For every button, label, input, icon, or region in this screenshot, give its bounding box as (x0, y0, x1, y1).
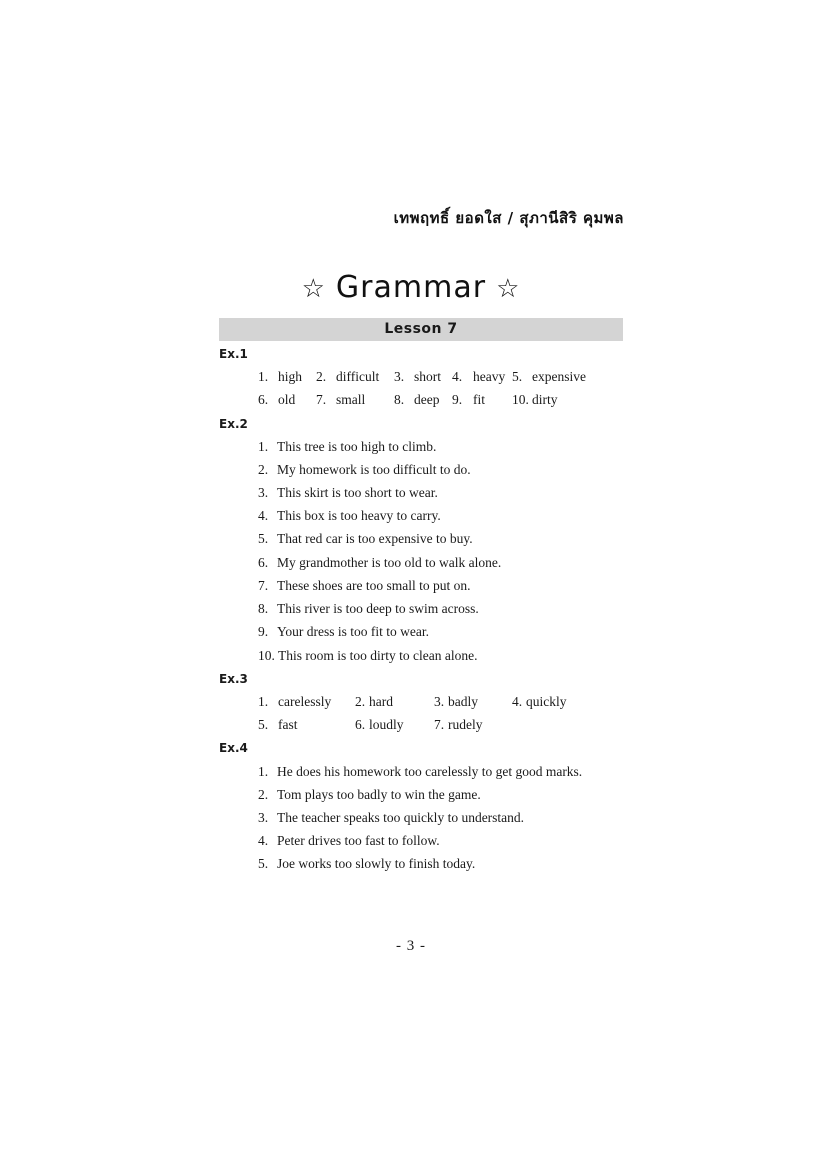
ex1-word: difficult (336, 369, 380, 384)
list-item (258, 462, 471, 478)
item-number: 2. (258, 462, 269, 477)
item-number: 10. (258, 648, 275, 663)
ex1-word: high (278, 369, 303, 384)
ex1-word: expensive (532, 369, 586, 384)
ex1-num: 5. (512, 369, 523, 384)
exercise-3-label: Ex.3 (219, 672, 248, 686)
list-item (258, 439, 436, 455)
list-item (258, 833, 440, 849)
ex1-num: 9. (452, 392, 463, 407)
ex1-num: 7. (316, 392, 327, 407)
page-title (0, 270, 822, 305)
list-item (258, 601, 479, 617)
ex1-word: small (336, 392, 366, 407)
item-text: Joe works too slowly to finish today. (277, 856, 476, 871)
ex3-word: loudly (369, 717, 404, 732)
ex1-num: 2. (316, 369, 327, 384)
ex1-num: 10. (512, 392, 529, 407)
ex3-word: hard (369, 694, 393, 709)
exercise-2-label: Ex.2 (219, 417, 248, 431)
item-text: This tree is too high to climb. (277, 439, 437, 454)
star-icon: ☆ (496, 274, 521, 304)
item-number: 1. (258, 439, 269, 454)
ex1-word: old (278, 392, 296, 407)
item-number: 7. (258, 578, 269, 593)
ex1-num: 8. (394, 392, 405, 407)
item-number: 5. (258, 856, 269, 871)
item-text: Peter drives too fast to follow. (277, 833, 440, 848)
ex1-word: fit (473, 392, 485, 407)
list-item (258, 531, 473, 547)
item-number: 4. (258, 508, 269, 523)
lesson-heading: Lesson 7 (219, 318, 623, 341)
ex3-word: fast (278, 717, 298, 732)
list-item (258, 624, 429, 640)
star-icon: ☆ (301, 274, 326, 304)
item-number: 9. (258, 624, 269, 639)
exercise-4-label: Ex.4 (219, 741, 248, 755)
ex3-word: quickly (526, 694, 567, 709)
ex3-num: 4. (512, 694, 523, 709)
ex1-num: 4. (452, 369, 463, 384)
item-number: 8. (258, 601, 269, 616)
title-text: Grammar (335, 270, 487, 305)
ex3-num: 3. (434, 694, 445, 709)
item-number: 3. (258, 485, 269, 500)
ex1-num: 3. (394, 369, 405, 384)
list-item (258, 856, 475, 872)
ex3-num: 7. (434, 717, 445, 732)
item-text: This box is too heavy to carry. (277, 508, 441, 523)
ex3-word: rudely (448, 717, 483, 732)
ex1-word: deep (414, 392, 440, 407)
ex3-num: 6. (355, 717, 366, 732)
item-text: My homework is too difficult to do. (277, 462, 471, 477)
item-text: These shoes are too small to put on. (277, 578, 471, 593)
list-item (258, 508, 441, 524)
ex1-word: heavy (473, 369, 506, 384)
exercise-1-label: Ex.1 (219, 347, 248, 361)
ex1-word: short (414, 369, 441, 384)
ex3-num: 2. (355, 694, 366, 709)
item-text: Your dress is too fit to wear. (277, 624, 430, 639)
item-number: 1. (258, 764, 269, 779)
item-text: This skirt is too short to wear. (277, 485, 438, 500)
item-text: The teacher speaks too quickly to understand. (277, 810, 525, 825)
header-authors: เทพฤทธิ์ ยอดใส / สุภานีสิริ คุมพล (393, 209, 624, 227)
page-number: - 3 - (396, 938, 426, 954)
list-item (258, 485, 438, 501)
ex1-num: 1. (258, 369, 269, 384)
list-item (258, 810, 524, 826)
item-number: 6. (258, 555, 269, 570)
item-text: Tom plays too badly to win the game. (277, 787, 481, 802)
ex1-word: dirty (532, 392, 558, 407)
item-number: 2. (258, 787, 269, 802)
ex3-word: carelessly (278, 694, 332, 709)
list-item (258, 764, 582, 780)
item-text: My grandmother is too old to walk alone. (277, 555, 502, 570)
list-item (258, 578, 470, 594)
list-item (258, 787, 481, 803)
item-text: That red car is too expensive to buy. (277, 531, 473, 546)
item-text: This river is too deep to swim across. (277, 601, 479, 616)
ex3-num: 5. (258, 717, 269, 732)
ex3-word: badly (448, 694, 478, 709)
list-item (258, 555, 501, 571)
item-text: He does his homework too carelessly to get good marks. (277, 764, 583, 779)
item-number: 3. (258, 810, 269, 825)
item-number: 5. (258, 531, 269, 546)
ex1-num: 6. (258, 392, 269, 407)
list-item (258, 648, 477, 664)
ex3-num: 1. (258, 694, 269, 709)
item-text: This room is too dirty to clean alone. (278, 648, 478, 663)
item-number: 4. (258, 833, 269, 848)
